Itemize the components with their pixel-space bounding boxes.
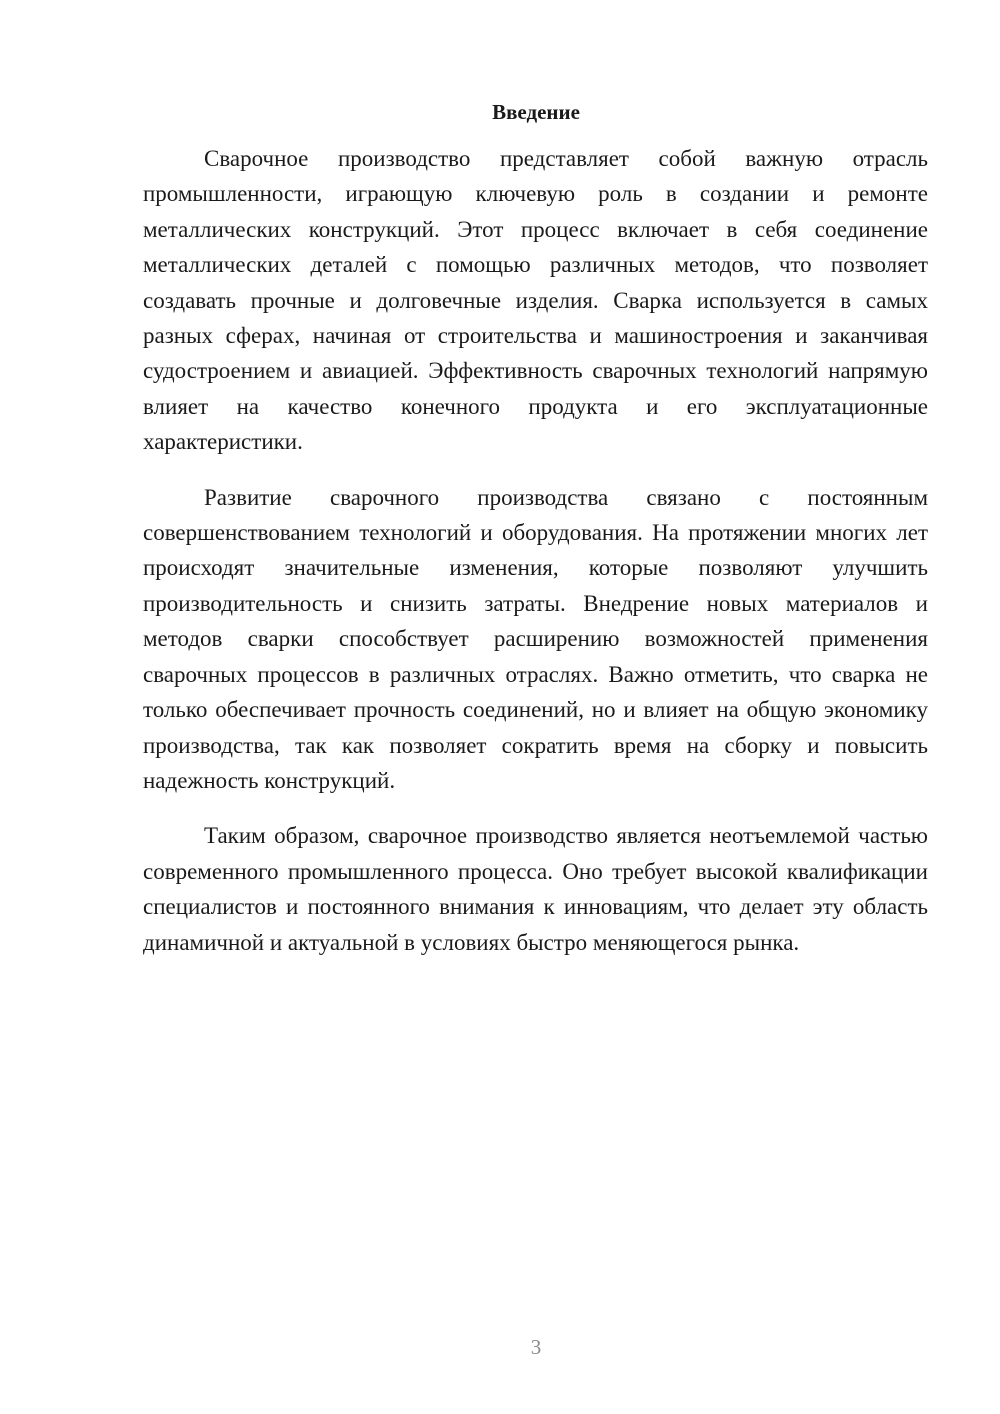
paragraph: Развитие сварочного производства связано с постоянным совершенствованием технологий и оборудования. На протяжении многих лет происходят значительные изменения, которые позволяют улучшить производительность и снизить затраты. Внедрение новых материалов и методов сварки способствует расширению возможностей применения сварочных процессов в различных отраслях. Важно отметить, что сварка не только обеспечивает прочность соединений, но и влияет на общую экономику производства, так как позволяет сократить время на сборку и повысить надежность конструкций. xyxy=(143,484,928,793)
body-text xyxy=(143,141,928,980)
paragraph: Сварочное производство представляет собой важную отрасль промышленности, играющую ключевую роль в создании и ремонте металлических конструкций. Этот процесс включает в себя соединение металлических деталей с помощью различных методов, что позволяет создавать прочные и долговечные изделия. Сварка используется в самых разных сферах, начиная от строительства и машиностроения и заканчивая судостроением и авиацией. Эффективность сварочных технологий напрямую влияет на качество конечного продукта и его эксплуатационные характеристики. xyxy=(143,146,928,455)
paragraph: Таким образом, сварочное производство является неотъемлемой частью современного промышленного процесса. Оно требует высокой квалификации специалистов и постоянного внимания к инновациям, что делает эту область динамичной и актуальной в условиях быстро меняющегося рынка. xyxy=(143,823,928,955)
page-number: 3 xyxy=(530,1335,542,1359)
section-title: Введение xyxy=(492,100,580,124)
